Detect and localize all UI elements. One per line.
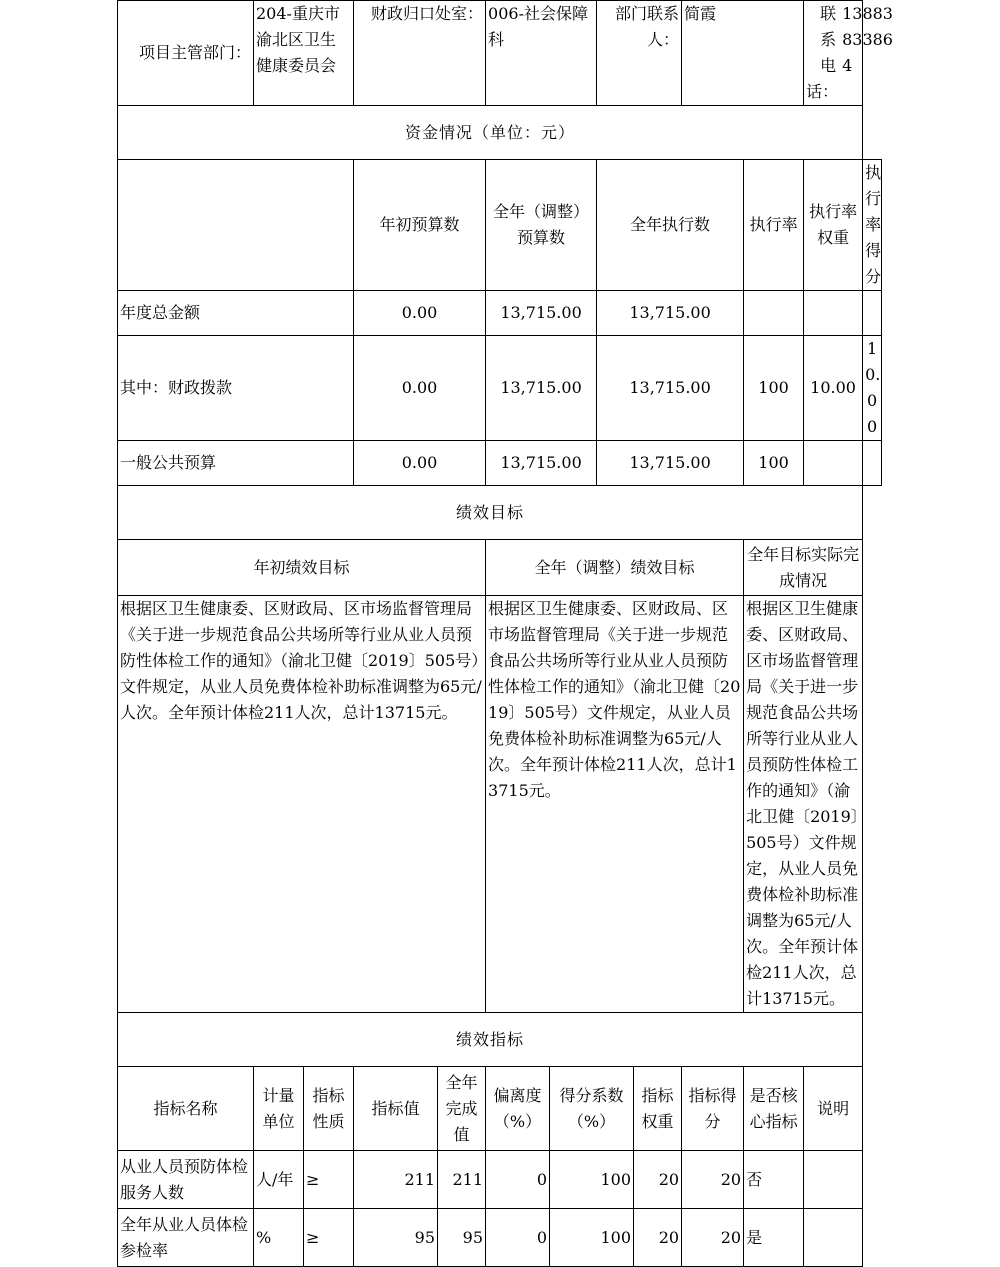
funds-col-score: 执行率得分 <box>863 160 882 291</box>
funds-row-executed: 13,715.00 <box>597 291 744 336</box>
table-row <box>118 1151 882 1209</box>
ind-row-unit: % <box>254 1209 304 1267</box>
phone-cell <box>804 1 893 106</box>
funds-row-score <box>863 291 882 336</box>
funds-row-rate: 100 <box>744 336 804 441</box>
ind-row-weight: 20 <box>634 1151 682 1209</box>
ind-row-deviation: 0 <box>486 1151 550 1209</box>
funds-row-weight: 10.00 <box>804 336 863 441</box>
dept-value: 204-重庆市渝北区卫生健康委员会 <box>254 1 354 106</box>
funds-row-initial: 0.00 <box>354 336 486 441</box>
ind-row-actual: 211 <box>438 1151 486 1209</box>
goals-text-actual: 根据区卫生健康委、区财政局、区市场监督管理局《关于进一步规范食品公共场所等行业从业人员预防性体检工作的通知》（渝北卫健〔2019〕505号）文件规定，从业人员免费体检补助标准调整为65元/人次。全年预计体检211人次，总计13715元。 <box>744 596 863 1013</box>
ind-row-core: 是 <box>744 1209 804 1267</box>
funds-row-adjusted: 13,715.00 <box>486 336 597 441</box>
contact-value: 简霞 <box>682 1 804 106</box>
funds-row-name: 其中：财政拨款 <box>118 336 354 441</box>
funds-row <box>118 291 882 336</box>
ind-col-coef: 得分系数（%） <box>550 1067 634 1151</box>
ind-row-note <box>804 1209 863 1267</box>
ind-col-deviation: 偏离度（%） <box>486 1067 550 1151</box>
funds-col-initial: 年初预算数 <box>354 160 486 291</box>
ind-row-note <box>804 1151 863 1209</box>
table-row <box>118 1209 882 1267</box>
ind-col-core: 是否核心指标 <box>744 1067 804 1151</box>
goals-col-adjusted: 全年（调整）绩效目标 <box>486 540 744 596</box>
ind-col-name: 指标名称 <box>118 1067 254 1151</box>
goals-header-row <box>118 540 882 596</box>
funds-col-adjusted: 全年（调整）预算数 <box>486 160 597 291</box>
funds-row <box>118 336 882 441</box>
ind-row-name: 全年从业人员体检参检率 <box>118 1209 254 1267</box>
ind-col-target: 指标值 <box>354 1067 438 1151</box>
funds-row <box>118 441 882 486</box>
goals-text-row <box>118 596 882 1013</box>
funds-row-rate <box>744 291 804 336</box>
funds-header-row <box>118 160 882 291</box>
performance-table <box>117 0 893 1267</box>
finance-value: 006-社会保障科 <box>486 1 597 106</box>
funds-row-rate: 100 <box>744 441 804 486</box>
ind-col-actual: 全年完成值 <box>438 1067 486 1151</box>
funds-row-initial: 0.00 <box>354 441 486 486</box>
header-row <box>118 1 882 106</box>
indicators-section-title: 绩效指标 <box>118 1013 863 1067</box>
ind-col-weight: 指标权重 <box>634 1067 682 1151</box>
ind-row-actual: 95 <box>438 1209 486 1267</box>
ind-col-unit: 计量单位 <box>254 1067 304 1151</box>
funds-blank-header <box>118 160 354 291</box>
contact-label: 部门联系人： <box>597 1 682 106</box>
ind-col-nature: 指标性质 <box>304 1067 354 1151</box>
ind-row-unit: 人/年 <box>254 1151 304 1209</box>
ind-row-nature: ≥ <box>304 1151 354 1209</box>
funds-row-weight <box>804 441 863 486</box>
finance-label: 财政归口处室： <box>354 1 486 106</box>
goals-text-initial: 根据区卫生健康委、区财政局、区市场监督管理局《关于进一步规范食品公共场所等行业从业人员预防性体检工作的通知》（渝北卫健〔2019〕505号）文件规定，从业人员免费体检补助标准调整为65元/人次。全年预计体检211人次，总计13715元。 <box>118 596 486 1013</box>
goals-text-adjusted: 根据区卫生健康委、区财政局、区市场监督管理局《关于进一步规范食品公共场所等行业从业人员预防性体检工作的通知》（渝北卫健〔2019〕505号）文件规定，从业人员免费体检补助标准调整为65元/人次。全年预计体检211人次，总计13715元。 <box>486 596 744 1013</box>
funds-row-adjusted: 13,715.00 <box>486 441 597 486</box>
funds-col-executed: 全年执行数 <box>597 160 744 291</box>
ind-col-score: 指标得分 <box>682 1067 744 1151</box>
funds-row-score: 10.00 <box>863 336 882 441</box>
ind-row-nature: ≥ <box>304 1209 354 1267</box>
ind-row-weight: 20 <box>634 1209 682 1267</box>
funds-row-name: 年度总金额 <box>118 291 354 336</box>
dept-label: 项目主管部门： <box>118 1 254 106</box>
funds-section-title: 资金情况（单位：元） <box>118 106 863 160</box>
funds-row-weight <box>804 291 863 336</box>
phone-label: 联系电话： <box>806 4 839 101</box>
funds-row-adjusted: 13,715.00 <box>486 291 597 336</box>
funds-row-executed: 13,715.00 <box>597 336 744 441</box>
ind-row-name: 从业人员预防体检服务人数 <box>118 1151 254 1209</box>
funds-col-rate: 执行率 <box>744 160 804 291</box>
ind-row-score: 20 <box>682 1209 744 1267</box>
funds-row-initial: 0.00 <box>354 291 486 336</box>
ind-row-coef: 100 <box>550 1151 634 1209</box>
ind-row-target: 95 <box>354 1209 438 1267</box>
goals-section-title: 绩效目标 <box>118 486 863 540</box>
ind-row-coef: 100 <box>550 1209 634 1267</box>
indicators-header-row <box>118 1067 882 1151</box>
ind-row-target: 211 <box>354 1151 438 1209</box>
goals-col-actual: 全年目标实际完成情况 <box>744 540 863 596</box>
funds-row-executed: 13,715.00 <box>597 441 744 486</box>
goals-col-initial: 年初绩效目标 <box>118 540 486 596</box>
phone-value: 13883833864 <box>842 4 893 75</box>
ind-row-core: 否 <box>744 1151 804 1209</box>
ind-row-deviation: 0 <box>486 1209 550 1267</box>
funds-row-score <box>863 441 882 486</box>
funds-col-weight: 执行率权重 <box>804 160 863 291</box>
funds-row-name: 一般公共预算 <box>118 441 354 486</box>
ind-row-score: 20 <box>682 1151 744 1209</box>
ind-col-note: 说明 <box>804 1067 863 1151</box>
